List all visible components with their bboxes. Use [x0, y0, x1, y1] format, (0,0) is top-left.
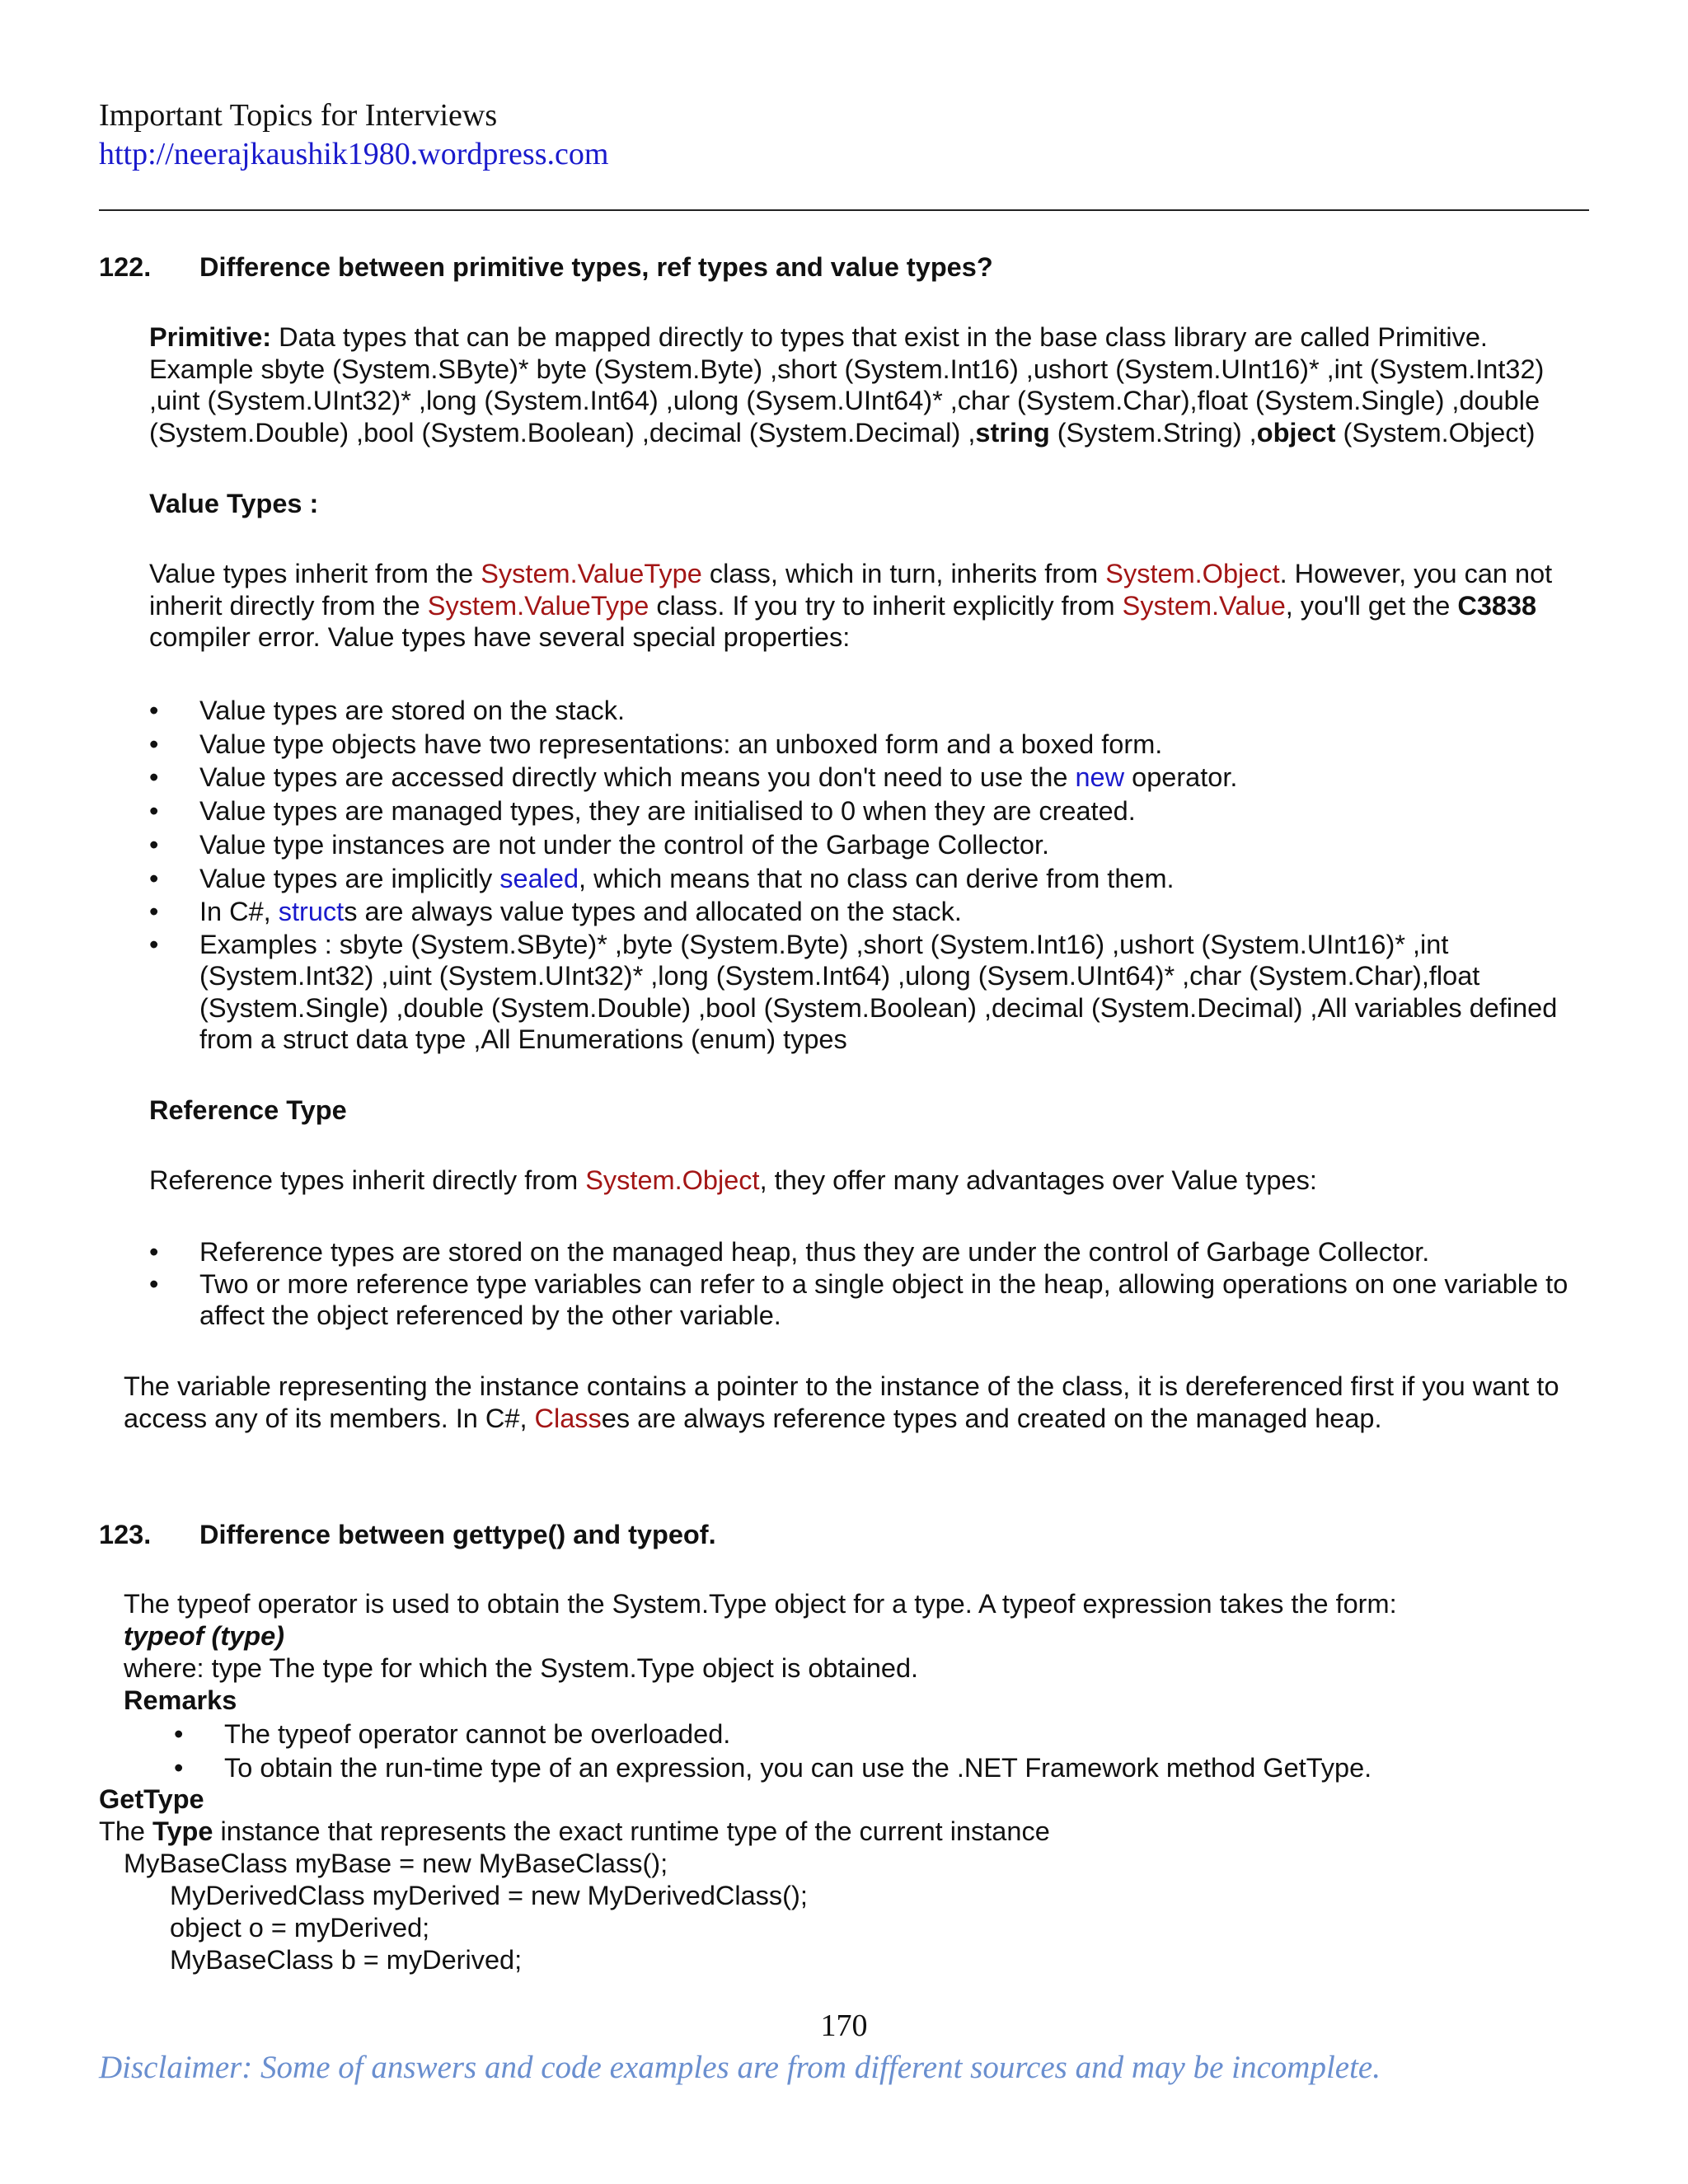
- header-link[interactable]: http://neerajkaushik1980.wordpress.com: [99, 137, 609, 171]
- question-number: 123.: [99, 1520, 152, 1549]
- primitive-text: Data types that can be mapped directly to types that exist in the base class library are called Primitive. Example sbyte (System.SByte)* byte (System.Byte) ,short (System.Int16) ,ushort (System.UInt16)* ,int (System.Int32) ,uint (System.UInt32)* ,long (System.Int64) ,ulong (Sysem.UInt64)* ,char (System.Char),float (System.Single) ,double (System.Double) ,bool (System.Boolean) ,decimal (System.Decimal) ,: [149, 322, 1545, 448]
- question-number: 122.: [99, 252, 152, 282]
- question-123-heading: [99, 1519, 1582, 1552]
- text: class. If you try to inherit explicitly from: [649, 590, 1123, 621]
- value-types-paragraph: [149, 558, 1592, 654]
- keyword-object: object: [1256, 417, 1336, 448]
- text: compiler error. Value types have several special properties:: [149, 622, 851, 652]
- header-divider: [99, 209, 1589, 211]
- error-code: C3838: [1457, 590, 1537, 621]
- text: . However, you can not inherit directly from the: [149, 559, 1553, 621]
- typeof-where: where: type The type for which the System.Type object is obtained.: [124, 1653, 919, 1683]
- question-text: Difference between gettype() and typeof.: [199, 1520, 716, 1549]
- gettype-heading: GetType: [99, 1784, 204, 1814]
- value-types-heading: Value Types :: [149, 489, 319, 518]
- type-reference: System.ValueType: [481, 559, 702, 588]
- list-item: • Examples : sbyte (System.SByte)* ,byte (System.Byte) ,short (System.Int16) ,ushort (System.UInt16)* ,int (System.Int32) ,uint (System.UInt32)* ,long (System.Int64) ,ulong (Sysem.UInt64)* ,char (System.Char),float (System.Single) ,double (System.Double) ,bool (System.Boolean) ,decimal (System.Decimal) ,All variables defined from a struct data type ,All Enumerations (enum) types: [149, 929, 1592, 1056]
- list-item: • Two or more reference type variables can refer to a single object in the heap, allowing operations on one variable to affect the object referenced by the other variable.: [149, 1268, 1592, 1332]
- reference-types-list: [149, 1236, 1592, 1332]
- reference-type-paragraph: [149, 1165, 1592, 1197]
- list-item: • Value type objects have two representations: an unboxed form and a boxed form.: [149, 728, 1592, 762]
- keyword-string: string: [975, 417, 1050, 448]
- type-reference: Class: [534, 1403, 602, 1433]
- remarks-heading: Remarks: [124, 1685, 237, 1715]
- list-item: • Value types are implicitly sealed, which means that no class can derive from them.: [149, 862, 1592, 896]
- code-line: MyBaseClass myBase = new MyBaseClass();: [124, 1849, 668, 1878]
- list-item: • Value type instances are not under the control of the Garbage Collector.: [149, 828, 1592, 862]
- type-reference: System.ValueType: [427, 590, 649, 621]
- text: class, which in turn, inherits from: [701, 559, 1106, 588]
- new-link[interactable]: new: [1075, 762, 1125, 793]
- code-line: object o = myDerived;: [170, 1913, 430, 1943]
- reference-tail-paragraph: [124, 1371, 1591, 1434]
- text: , you'll get the: [1285, 590, 1458, 621]
- type-reference: System.Object: [1105, 559, 1280, 588]
- gettype-description: The Type instance that represents the exact runtime type of the current instance: [99, 1816, 1050, 1846]
- text: , they offer many advantages over Value types:: [759, 1165, 1317, 1195]
- disclaimer: Disclaimer: Some of answers and code examples are from different sources and may be incomplete.: [99, 2050, 1381, 2085]
- type-keyword: Type: [152, 1816, 213, 1846]
- text: Reference types inherit directly from: [149, 1165, 586, 1195]
- text: es are always reference types and created on the managed heap.: [601, 1403, 1382, 1433]
- list-item: • Value types are managed types, they are initialised to 0 when they are created.: [149, 794, 1592, 828]
- struct-link[interactable]: struct: [278, 897, 345, 927]
- type-reference: System.Object: [585, 1165, 760, 1195]
- reference-type-heading: Reference Type: [149, 1095, 347, 1125]
- text: The variable representing the instance contains a pointer to the instance of the class, it is dereferenced first if you want to access any of its members. In C#,: [124, 1371, 1559, 1433]
- primitive-text: (System.Object): [1335, 417, 1536, 448]
- code-line: MyDerivedClass myDerived = new MyDerivedClass();: [170, 1881, 808, 1910]
- primitive-text: (System.String) ,: [1049, 417, 1257, 448]
- list-item: • To obtain the run-time type of an expression, you can use the .NET Framework method GetType.: [174, 1751, 1592, 1785]
- list-item: • Value types are stored on the stack.: [149, 694, 1592, 728]
- text: Value types inherit from the: [149, 559, 481, 588]
- list-item: • In C#, structs are always value types and allocated on the stack.: [149, 895, 1592, 929]
- list-item: • The typeof operator cannot be overloaded.: [174, 1718, 1592, 1751]
- type-reference: System.Value: [1122, 590, 1286, 621]
- value-types-list: [149, 694, 1592, 1056]
- typeof-intro: The typeof operator is used to obtain the System.Type object for a type. A typeof expression takes the form:: [124, 1589, 1397, 1619]
- typeof-syntax: typeof (type): [124, 1621, 284, 1651]
- list-item: • Reference types are stored on the managed heap, thus they are under the control of Garbage Collector.: [149, 1236, 1592, 1268]
- primitive-label: Primitive:: [149, 322, 272, 352]
- header-title: Important Topics for Interviews: [99, 98, 498, 133]
- code-line: MyBaseClass b = myDerived;: [170, 1945, 523, 1975]
- remarks-list: [174, 1718, 1592, 1784]
- sealed-link[interactable]: sealed: [499, 863, 579, 893]
- question-text: Difference between primitive types, ref types and value types?: [199, 252, 993, 282]
- primitive-paragraph: [149, 321, 1592, 448]
- question-122-heading: [99, 251, 1582, 284]
- list-item: • Value types are accessed directly which means you don't need to use the new operator.: [149, 761, 1592, 794]
- page-number: 170: [820, 2008, 868, 2043]
